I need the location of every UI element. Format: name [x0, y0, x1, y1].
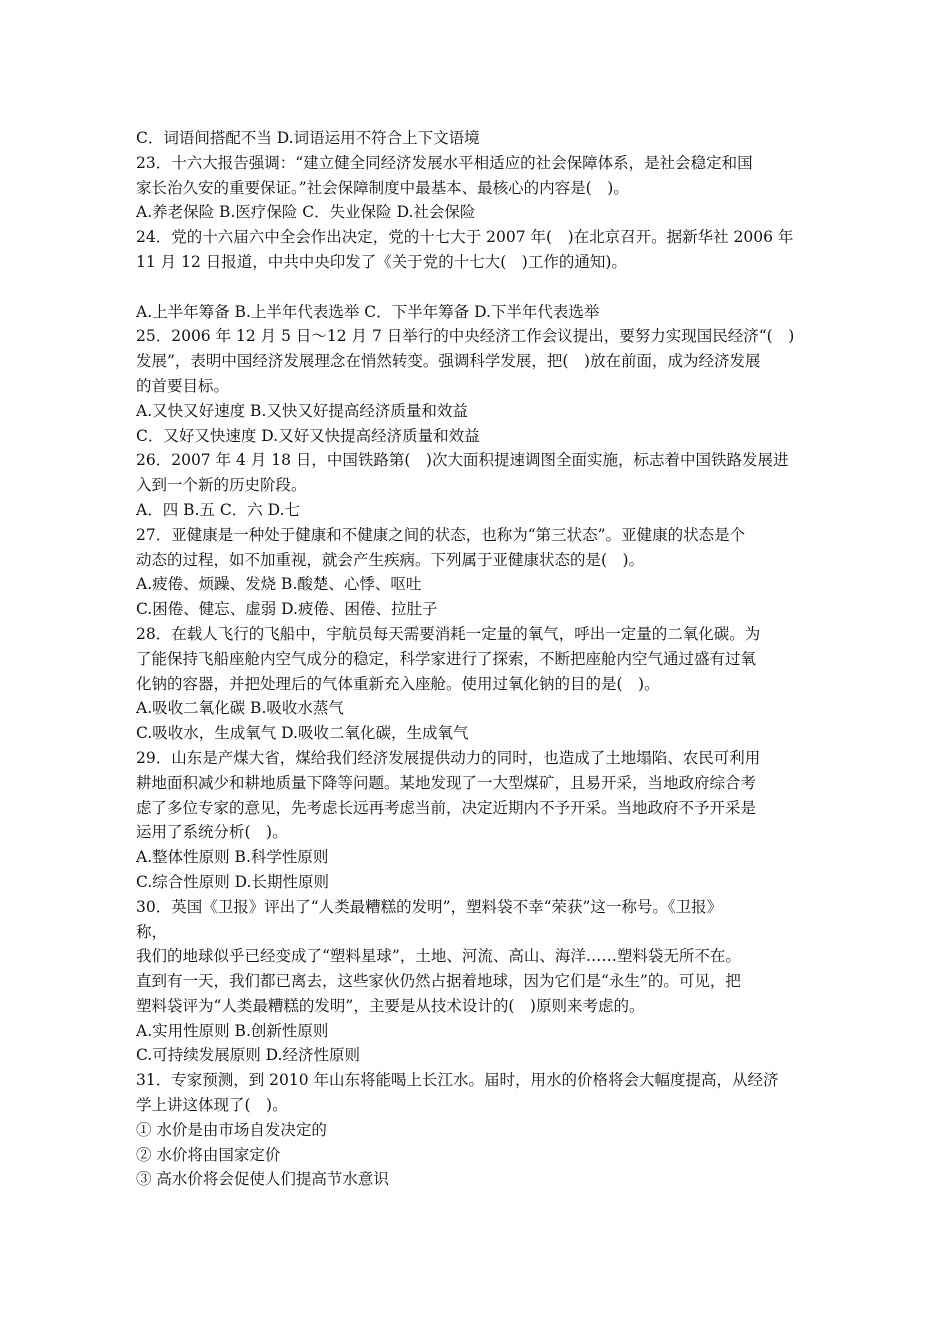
blank-line	[136, 275, 816, 300]
answer-options: C.可持续发展原则 D.经济性原则	[136, 1046, 360, 1065]
question-26-line: 26．2007 年 4 月 18 日，中国铁路第( )次大面积提速调图全面实施，标志着中国铁路发展进	[136, 451, 789, 470]
answer-options: A.疲倦、烦躁、发烧 B.酸楚、心悸、呕吐	[136, 575, 422, 594]
text-line: 家长治久安的重要保证。”社会保障制度中最基本、最核心的内容是( )。	[136, 178, 629, 197]
text-line: 发展”，表明中国经济发展理念在悄然转变。强调科学发展，把( )放在前面，成为经济发展	[136, 352, 761, 371]
answer-options: A．四 B.五 C．六 D.七	[136, 500, 300, 519]
text-line: 耕地面积减少和耕地质量下降等问题。某地发现了一大型煤矿，且易开采，当地政府综合考	[136, 773, 757, 792]
question-24-line: 24．党的十六届六中全会作出决定，党的十七大于 2007 年( )在北京召开。据新华社 2006 年	[136, 228, 794, 247]
text-line: 动态的过程，如不加重视，就会产生疾病。下列属于亚健康状态的是( )。	[136, 550, 645, 569]
answer-options: A.吸收二氧化碳 B.吸收水蒸气	[136, 699, 344, 718]
answer-options: C.吸收水，生成氧气 D.吸收二氧化碳，生成氧气	[136, 724, 469, 743]
text-line: 运用了系统分析( )。	[136, 823, 288, 842]
text-line: C．词语间搭配不当 D.词语运用不符合上下文语境	[136, 129, 480, 147]
text-line: 称，	[136, 922, 168, 941]
answer-options: A.养老保险 B.医疗保险 C．失业保险 D.社会保险	[136, 203, 476, 222]
text-line: 直到有一天，我们都已离去，这些家伙仍然占据着地球，因为它们是“永生”的。可见，把	[136, 972, 741, 991]
text-line: 学上讲这体现了( )。	[136, 1096, 288, 1115]
text-line: 了能保持飞船座舱内空气成分的稳定，科学家进行了探索，不断把座舱内空气通过盛有过氧	[136, 649, 757, 668]
question-25-line: 25．2006 年 12 月 5 日～12 月 7 日举行的中央经济工作会议提出，要努力实现国民经济“( )	[136, 327, 795, 346]
answer-options: A.整体性原则 B.科学性原则	[136, 848, 329, 867]
text-line: 的首要目标。	[136, 376, 230, 395]
answer-options: A.又快又好速度 B.又快又好提高经济质量和效益	[136, 401, 468, 420]
answer-options: C.困倦、健忘、虚弱 D.疲倦、困倦、拉肚子	[136, 600, 438, 619]
text-line: 塑料袋评为“人类最糟糕的发明”，主要是从技术设计的( )原则来考虑的。	[136, 996, 645, 1015]
text-line: 虑了多位专家的意见，先考虑长远再考虑当前，决定近期内不予开采。当地政府不予开采是	[136, 798, 757, 817]
question-31-line: 31．专家预测，到 2010 年山东将能喝上长江水。届时，用水的价格将会大幅度提高，从经济	[136, 1071, 779, 1090]
question-30-line: 30．英国《卫报》评出了“人类最糟糕的发明”，塑料袋不幸“荣获”这一称号。《卫报》	[136, 897, 723, 916]
question-28-line: 28．在载人飞行的飞船中，宇航员每天需要消耗一定量的氧气，呼出一定量的二氧化碳。为	[136, 624, 761, 643]
document-page	[136, 126, 816, 1192]
list-item: ① 水价是由市场自发决定的	[136, 1120, 327, 1139]
answer-options: A.实用性原则 B.创新性原则	[136, 1021, 329, 1040]
text-line: 化钠的容器，并把处理后的气体重新充入座舱。使用过氧化钠的目的是( )。	[136, 674, 660, 693]
list-item: ② 水价将由国家定价	[136, 1145, 281, 1164]
text-line: 11 月 12 日报道，中共中央印发了《关于党的十七大( )工作的通知)。	[136, 252, 627, 271]
question-27-line: 27．亚健康是一种处于健康和不健康之间的状态，也称为“第三状态”。亚健康的状态是个	[136, 525, 746, 544]
answer-options: A.上半年筹备 B.上半年代表选举 C．下半年筹备 D.下半年代表选举	[136, 302, 600, 321]
list-item: ③ 高水价将会促使人们提高节水意识	[136, 1170, 389, 1189]
answer-options: C.综合性原则 D.长期性原则	[136, 872, 329, 891]
answer-options: C．又好又快速度 D.又好又快提高经济质量和效益	[136, 426, 480, 445]
question-29-line: 29．山东是产煤大省，煤给我们经济发展提供动力的同时，也造成了土地塌陷、农民可利用	[136, 748, 761, 767]
text-line: 我们的地球似乎已经变成了“塑料星球”，土地、河流、高山、海洋……塑料袋无所不在。	[136, 947, 741, 966]
text-line: 入到一个新的历史阶段。	[136, 476, 307, 495]
question-23-line: 23．十六大报告强调：“建立健全同经济发展水平相适应的社会保障体系，是社会稳定和国	[136, 153, 753, 172]
